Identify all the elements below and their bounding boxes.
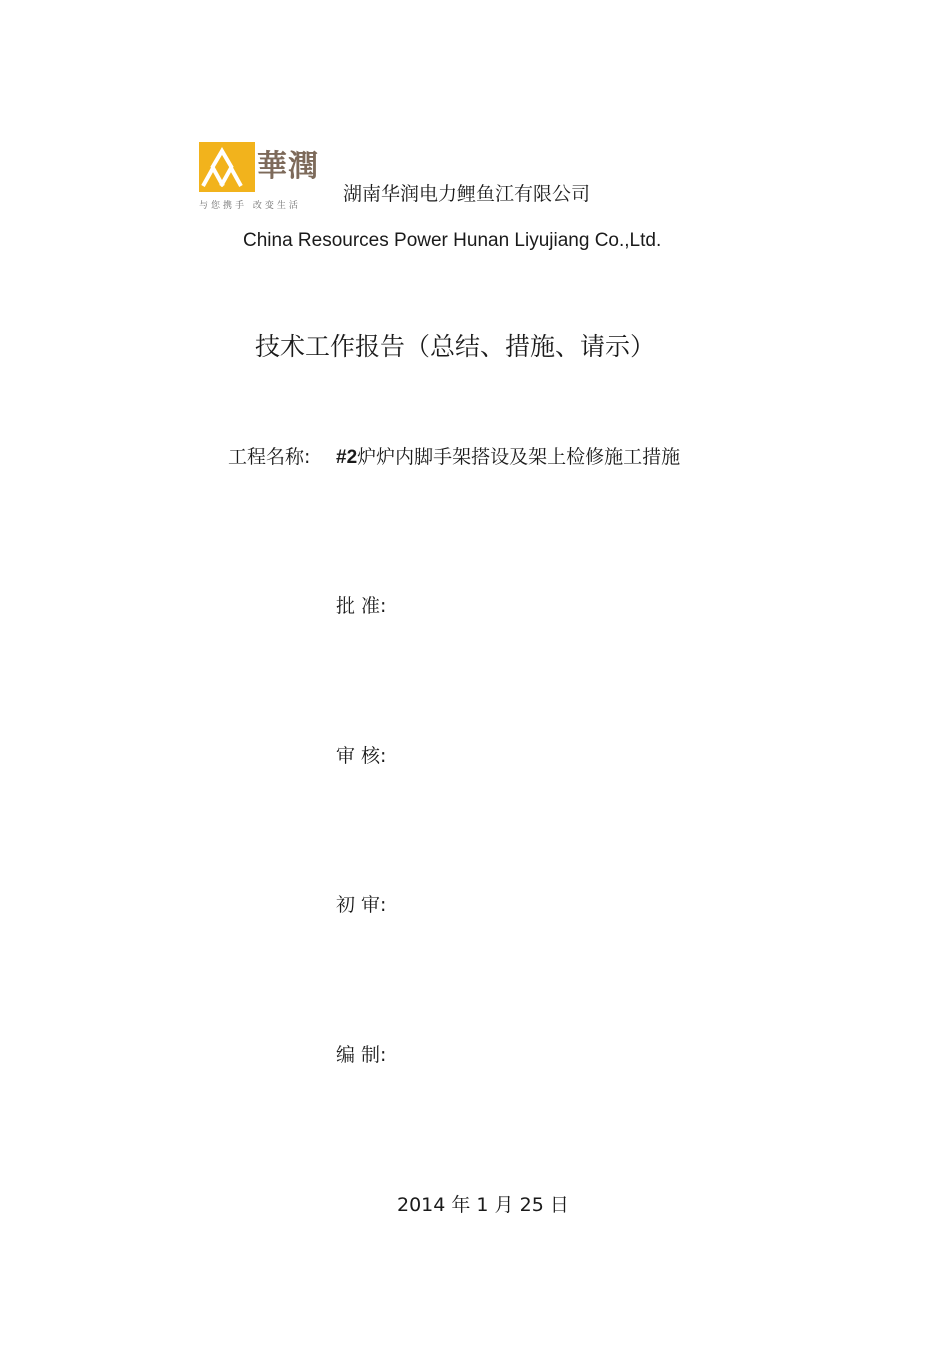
approve-label: 批 准: xyxy=(336,595,387,617)
company-logo xyxy=(199,142,327,212)
project-name xyxy=(336,442,680,469)
preliminary-review-label: 初 审: xyxy=(336,894,387,916)
document-date: 2014 年 1 月 25 日 xyxy=(397,1194,569,1216)
project-label: 工程名称: xyxy=(228,446,311,468)
logo-mountain-icon xyxy=(199,142,255,192)
company-name-en: China Resources Power Hunan Liyujiang Co.,Ltd. xyxy=(243,230,662,251)
project-number: #2 xyxy=(336,447,358,468)
company-name-cn: 湖南华润电力鲤鱼江有限公司 xyxy=(343,183,591,205)
logo-tagline: 与您携手 改变生活 xyxy=(199,201,301,211)
compiled-by-label: 编 制: xyxy=(336,1044,387,1066)
document-title: 技术工作报告（总结、措施、请示） xyxy=(255,332,656,361)
review-label: 审 核: xyxy=(336,745,387,767)
project-title: 炉炉内脚手架搭设及架上检修施工措施 xyxy=(357,446,681,468)
logo-chars: 華潤 xyxy=(257,149,319,184)
